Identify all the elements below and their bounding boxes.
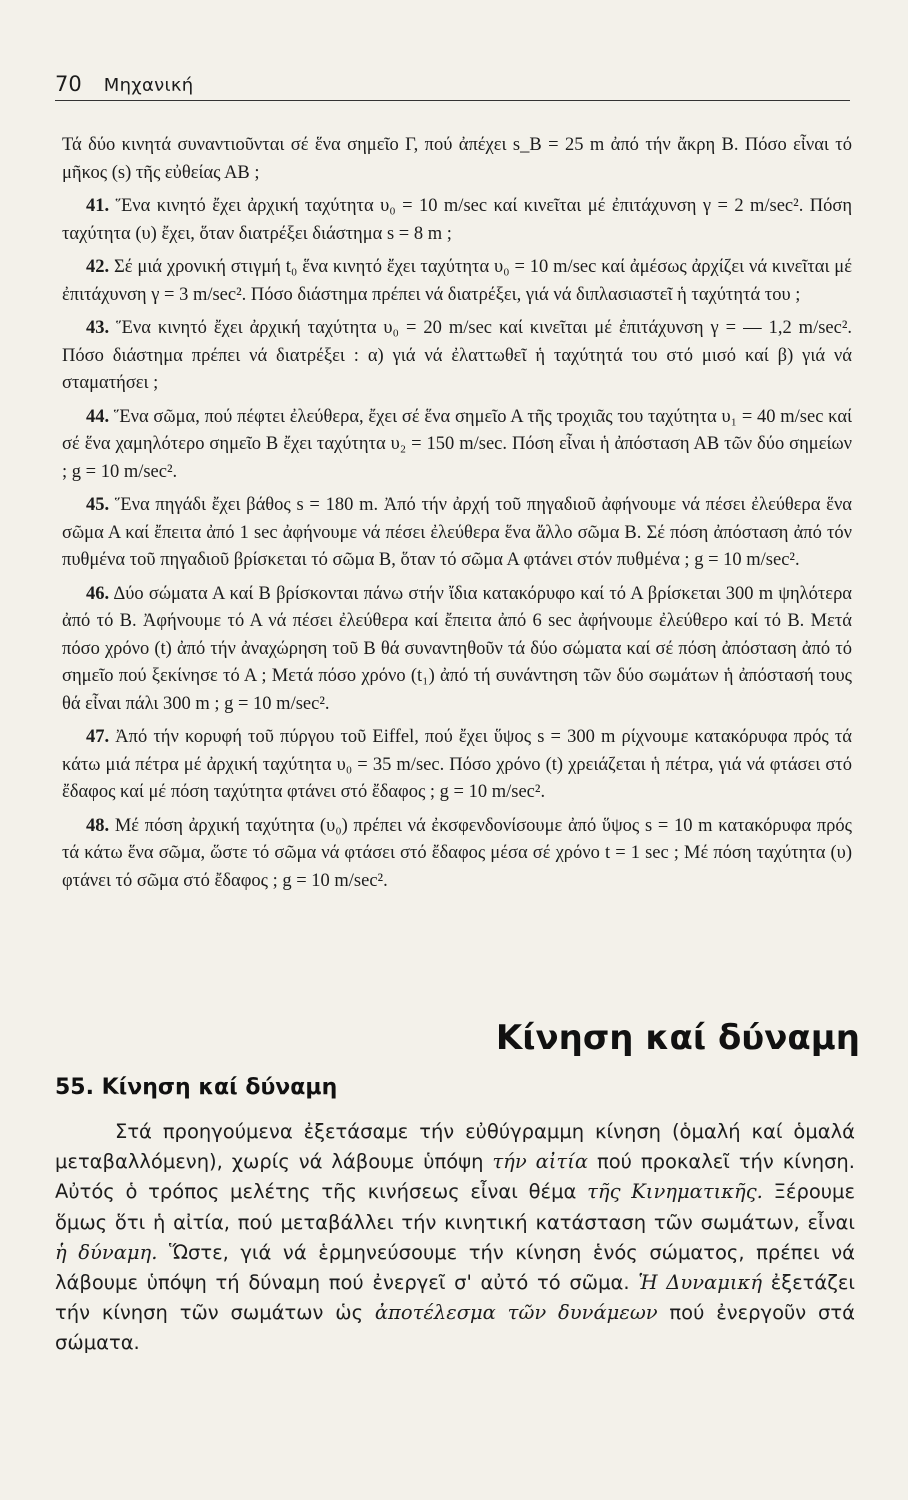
problem-42: 42. Σέ μιά χρονική στιγμή t₀ ἕνα κινητό ἔχει ταχύτητα υ₀ = 10 m/sec καί ἀμέσως ἀρχίζει νά κινεῖται μέ ἐπιτάχυνση γ = 3 m/sec². Πόσο διάστημα πρέπει νά διατρέξει, γιά νά διπλασιαστεῖ ἡ ταχύτητά του ;: [62, 257, 852, 305]
emphasis-force: ἡ δύναμη.: [55, 1240, 158, 1264]
running-title: Μηχανική: [103, 75, 194, 96]
problem-list: [62, 132, 852, 901]
problem-48: 48. Μέ πόση ἀρχική ταχύτητα (υ₀) πρέπει νά ἐκσφενδονίσουμε ἀπό ὕψος s = 10 m κατακόρυφα πρός τά κάτω ἕνα σῶμα, ὥστε τό σῶμα νά φτάσει στό ἔδαφος μέσα σέ χρόνο t = 1 sec ; Μέ πόση ταχύτητα (υ) φτάνει τό σῶμα στό ἔδαφος ; g = 10 m/sec².: [62, 815, 852, 891]
problem-43: 43. Ἕνα κινητό ἔχει ἀρχική ταχύτητα υ₀ = 20 m/sec καί κινεῖται μέ ἐπιτάχυνση γ = — 1,2 m/sec². Πόσο διάστημα πρέπει νά διατρέξει : α) γιά νά ἐλαττωθεῖ ἡ ταχύτητά του στό μισό καί β) γιά νά σταματήσει ;: [62, 318, 852, 393]
chapter-title: Κίνηση καί δύναμη: [495, 1018, 860, 1058]
section-paragraph: Στά προηγούμενα ἐξετάσαμε τήν εὐθύγραμμη κίνηση (ὁμαλή καί ὁμαλά μεταβαλλόμενη), χωρίς νά λάβουμε ὑπόψη τήν αἰτία πού προκαλεῖ τήν κίνηση. Αὐτός ὁ τρόπος μελέτης τῆς κινήσεως εἶναι θέμα τῆς Κινηματικῆς. Ξέρουμε ὅμως ὅτι ἡ αἰτία, πού μεταβάλλει τήν κινητική κατάσταση τῶν σωμάτων, εἶναι ἡ δύναμη. Ὥστε, γιά νά ἑρμηνεύσουμε τήν κίνηση ἑνός σώματος, πρέπει νά λάβουμε ὑπόψη τή δύναμη πού ἐνεργεῖ σ' αὐτό τό σῶμα. Ἡ Δυναμική ἐξετάζει τήν κίνηση τῶν σωμάτων ὡς ἀποτέλεσμα τῶν δυνάμεων πού ἐνεργοῦν στά σώματα.: [55, 1120, 856, 1355]
problem-46: 46. Δύο σώματα Α καί Β βρίσκονται πάνω στήν ἴδια κατακόρυφο καί τό Α βρίσκεται 300 m ψηλότερα ἀπό τό Β. Ἀφήνουμε τό Α νά πέσει ἐλεύθερα καί ἔπειτα ἀπό 6 sec ἀφήνουμε ἐλεύθερο καί τό Β. Μετά πόσο χρόνο (t) ἀπό τήν ἀναχώρηση τοῦ Β θά συναντηθοῦν τά δύο σώματα καί σέ πόση ἀπόσταση ἀπό τό σημεῖο πού ξεκίνησε τό Α ; Μετά πόσο χρόνο (t₁) ἀπό τή συνάντηση τῶν δύο σωμάτων ἡ ἀπόστασή τους θά εἶναι πάλι 300 m ; g = 10 m/sec².: [62, 583, 852, 714]
emphasis-kinematics: τῆς Κινηματικῆς.: [587, 1180, 763, 1204]
problem-47: 47. Ἀπό τήν κορυφή τοῦ πύργου τοῦ Eiffel, πού ἔχει ὕψος s = 300 m ρίχνουμε κατακόρυφα πρός τά κάτω μιά πέτρα μέ ἀρχική ταχύτητα υ₀ = 35 m/sec. Πόσο χρόνο (t) χρειάζεται ἡ πέτρα, γιά νά φτάσει στό ἔδαφος καί μέ πόση ταχύτητα φτάνει στό ἔδαφος ; g = 10 m/sec².: [62, 727, 852, 802]
problem-44: 44. Ἕνα σῶμα, πού πέφτει ἐλεύθερα, ἔχει σέ ἕνα σημεῖο Α τῆς τροχιᾶς του ταχύτητα υ₁ = 40 m/sec καί σέ ἕνα χαμηλότερο σημεῖο Β ἔχει ταχύτητα υ₂ = 150 m/sec. Πόση εἶναι ἡ ἀπόσταση ΑΒ τῶν δύο σημείων ; g = 10 m/sec².: [62, 406, 853, 482]
page-header: [55, 72, 850, 102]
page-number: 70: [55, 72, 82, 96]
problem-41: 41. Ἕνα κινητό ἔχει ἀρχική ταχύτητα υ₀ = 10 m/sec καί κινεῖται μέ ἐπιτάχυνση γ = 2 m/sec². Πόση ταχύτητα (υ) ἔχει, ὅταν διατρέξει διάστημα s = 8 m ;: [62, 196, 853, 244]
problem-45: 45. Ἕνα πηγάδι ἔχει βάθος s = 180 m. Ἀπό τήν ἀρχή τοῦ πηγαδιοῦ ἀφήνουμε νά πέσει ἐλεύθερα ἕνα σῶμα Α καί ἔπειτα ἀπό 1 sec ἀφήνουμε νά πέσει ἐλεύθερα ἕνα ἄλλο σῶμα Β. Σέ πόση ἀπόσταση ἀπό τόν πυθμένα τοῦ πηγαδιοῦ βρίσκεται τό σῶμα Β, ὅταν τό σῶμα Α φτάνει στόν πυθμένα ; g = 10 m/sec².: [62, 495, 852, 570]
problem-continuation: Τά δύο κινητά συναντιοῦνται σέ ἕνα σημεῖο Γ, πού ἀπέχει s_B = 25 m ἀπό τήν ἄκρη Β. Πόσο εἶναι τό μῆκος (s) τῆς εὐθείας ΑΒ ;: [62, 135, 852, 183]
emphasis-cause: τήν αἰτία: [492, 1150, 589, 1174]
header-rule: [55, 100, 850, 101]
emphasis-result: ἀποτέλεσμα τῶν δυνάμεων: [374, 1301, 658, 1325]
emphasis-dynamics: Ἡ Δυναμική: [638, 1271, 763, 1295]
section-title: 55. Κίνηση καί δύναμη: [55, 1075, 338, 1100]
